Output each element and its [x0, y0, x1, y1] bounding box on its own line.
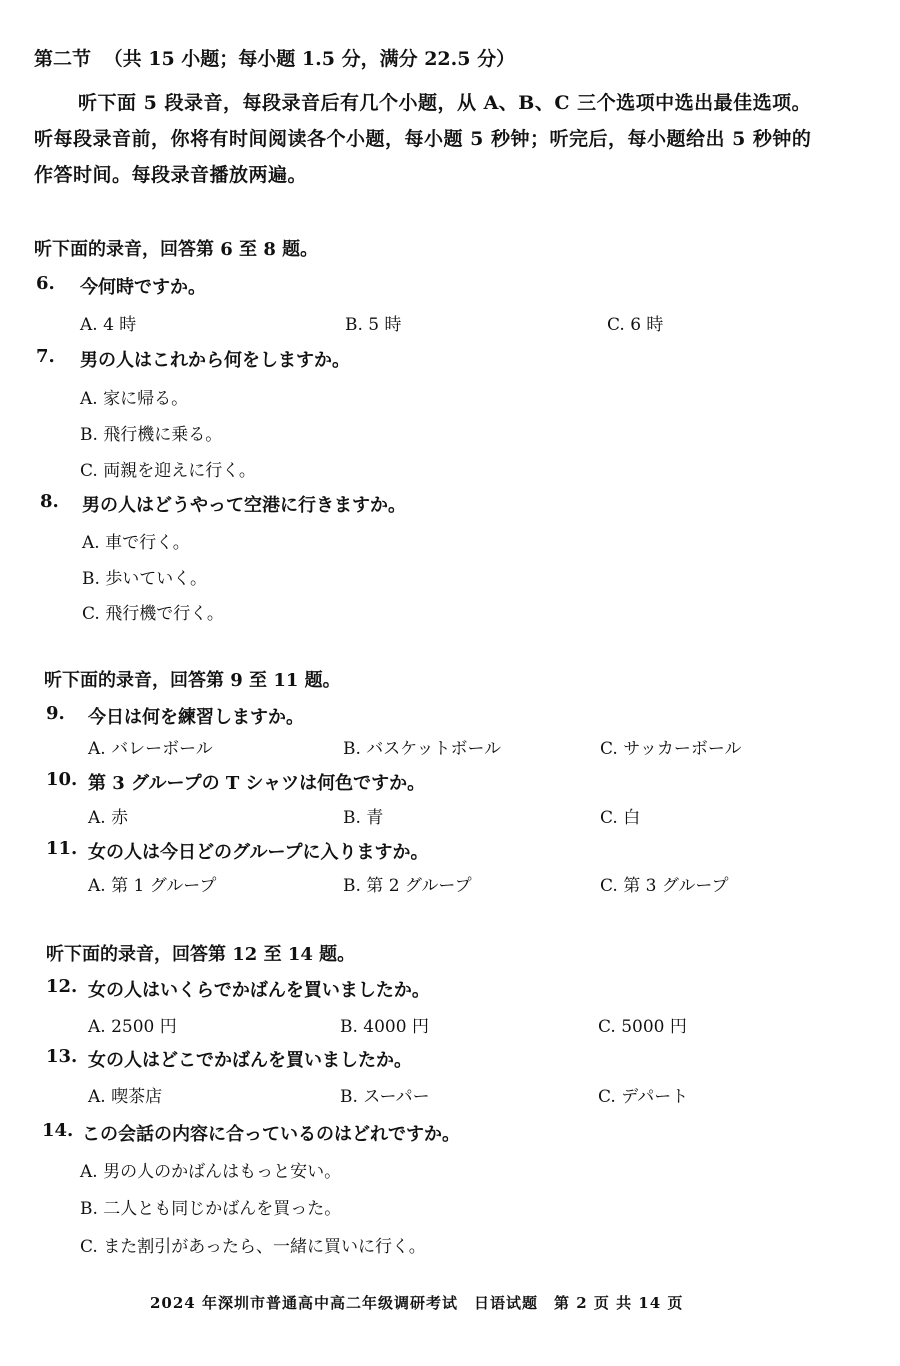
option-a: A. 喫茶店: [88, 1087, 163, 1107]
section-title: [34, 44, 515, 71]
instruction-line-1: 听下面 5 段录音，每段录音后有几个小题，从 A、B、C 三个选项中选出最佳选项。: [78, 92, 812, 114]
question-number: 11.: [46, 838, 78, 859]
option-b: B. 飛行機に乗る。: [80, 425, 223, 445]
option-c: C. また割引があったら、一緒に買いに行く。: [80, 1237, 426, 1257]
option-c: C. 両親を迎えに行く。: [80, 461, 256, 481]
option-b: B. 二人とも同じかばんを買った。: [80, 1199, 342, 1219]
question-number: 12.: [46, 976, 78, 997]
group-lead: 听下面的录音，回答第 12 至 14 题。: [46, 944, 356, 965]
group-lead: 听下面的录音，回答第 6 至 8 题。: [34, 239, 319, 260]
option-c: C. 5000 円: [598, 1017, 687, 1037]
option-c: C. 飛行機で行く。: [82, 604, 224, 624]
question-number: 14.: [42, 1120, 74, 1141]
option-c: C. 第 3 グループ: [600, 876, 729, 896]
option-a: A. バレーボール: [88, 739, 213, 759]
question-text: 第 3 グループの T シャツは何色ですか。: [88, 773, 426, 794]
question-text: 今日は何を練習しますか。: [88, 707, 304, 728]
question-number: 9.: [46, 703, 65, 724]
option-b: B. 第 2 グループ: [343, 876, 472, 896]
question-number: 6.: [36, 273, 55, 294]
option-b: B. 4000 円: [340, 1017, 429, 1037]
page-footer: 2024 年深圳市普通高中高二年级调研考试 日语试题 第 2 页 共 14 页: [150, 1294, 684, 1312]
instruction-line-3: 作答时间。每段录音播放两遍。: [34, 164, 308, 186]
question-text: 女の人はいくらでかばんを買いましたか。: [88, 980, 430, 1001]
option-b: B. スーパー: [340, 1087, 430, 1107]
option-c: C. 白: [600, 808, 641, 828]
question-text: 男の人はどうやって空港に行きますか。: [82, 495, 406, 516]
option-a: A. 車で行く。: [82, 533, 190, 553]
option-b: B. 5 時: [345, 315, 402, 335]
question-text: 女の人はどこでかばんを買いましたか。: [88, 1050, 412, 1071]
question-number: 13.: [46, 1046, 78, 1067]
question-number: 8.: [40, 491, 59, 512]
option-a: A. 家に帰る。: [80, 389, 189, 409]
option-b: B. 歩いていく。: [82, 569, 207, 589]
option-c: C. 6 時: [607, 315, 664, 335]
option-a: A. 男の人のかばんはもっと安い。: [80, 1162, 342, 1182]
question-number: 7.: [36, 346, 55, 367]
group-lead: 听下面的录音，回答第 9 至 11 题。: [44, 670, 341, 691]
question-text: 男の人はこれから何をしますか。: [80, 350, 350, 371]
option-a: A. 2500 円: [88, 1017, 177, 1037]
option-c: C. デパート: [598, 1087, 689, 1107]
option-b: B. 青: [343, 808, 384, 828]
question-number: 10.: [46, 769, 78, 790]
option-a: A. 第 1 グループ: [88, 876, 217, 896]
option-c: C. サッカーボール: [600, 739, 742, 759]
option-a: A. 4 時: [80, 315, 137, 335]
question-text: この会話の内容に合っているのはどれですか。: [82, 1124, 460, 1145]
option-b: B. バスケットボール: [343, 739, 502, 759]
question-text: 女の人は今日どのグループに入りますか。: [88, 842, 429, 863]
section-meta: （共 15 小题；每小题 1.5 分，满分 22.5 分）: [103, 48, 516, 70]
instruction-line-2: 听每段录音前，你将有时间阅读各个小题，每小题 5 秒钟；听完后，每小题给出 5 秒钟的: [34, 128, 812, 150]
question-text: 今何時ですか。: [80, 277, 206, 298]
section-number: 第二节: [34, 48, 92, 70]
option-a: A. 赤: [88, 808, 129, 828]
